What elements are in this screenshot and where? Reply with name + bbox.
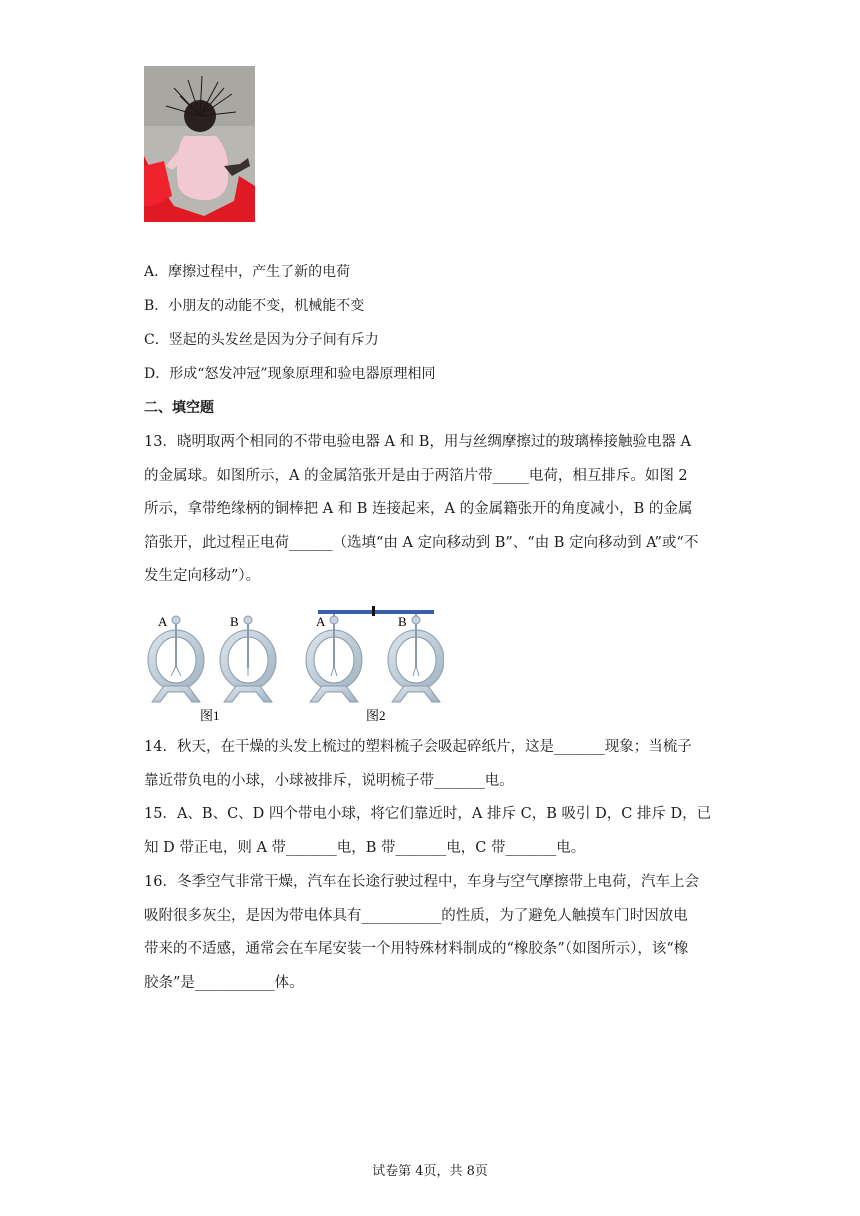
electroscope-figure xyxy=(144,606,444,724)
q16-line-3: 带来的不适感，通常会在车尾安装一个用特殊材料制成的“橡胶条”（如图所示），该“橡 xyxy=(144,941,689,957)
q13-line-4: 箔张开，此过程正电荷______（选填“由 A 定向移动到 B”、“由 B 定向移动到 A”或“不 xyxy=(144,535,699,551)
q13-line-5: 发生定向移动”）。 xyxy=(144,568,261,584)
q16-line-2: 吸附很多灰尘，是因为带电体具有___________的性质，为了避免人触摸车门时因放电 xyxy=(144,908,688,924)
label-a1: A xyxy=(158,614,168,629)
q13-line-3: 所示，拿带绝缘柄的铜棒把 A 和 B 连接起来，A 的金属籍张开的角度减小，B 的金属 xyxy=(144,501,693,517)
label-a2: A xyxy=(316,614,326,629)
option-b: B．小朋友的动能不变，机械能不变 xyxy=(144,298,365,314)
q16-line-1: 16．冬季空气非常干燥，汽车在长途行驶过程中，车身与空气摩擦带上电荷，汽车上会 xyxy=(144,874,699,890)
caption-fig1: 图1 xyxy=(200,708,220,723)
copper-rod xyxy=(318,610,434,614)
label-b1: B xyxy=(230,614,239,629)
q14-line-2: 靠近带负电的小球，小球被排斥，说明梳子带_______电。 xyxy=(144,773,514,789)
child-hair-photo xyxy=(144,66,255,222)
electroscope-a2 xyxy=(306,614,362,702)
rod-handle xyxy=(372,606,375,616)
q15-line-1: 15．A、B、C、D 四个带电小球，将它们靠近时，A 排斥 C，B 吸引 D，C 排斥 D，已 xyxy=(144,806,712,822)
q14-line-1: 14．秋天，在干燥的头发上梳过的塑料梳子会吸起碎纸片，这是_______现象；当梳子 xyxy=(144,739,692,755)
electroscope-a1 xyxy=(148,616,204,702)
q16-line-4: 胶条”是___________体。 xyxy=(144,975,304,991)
section-heading: 二、填空题 xyxy=(144,400,214,416)
page-footer: 试卷第 4页，共 8页 xyxy=(372,1164,488,1179)
electroscope-b2 xyxy=(388,614,444,702)
q13-line-1: 13．晓明取两个相同的不带电验电器 A 和 B，用与丝绸摩擦过的玻璃棒接触验电器 A xyxy=(144,434,691,450)
option-a: A．摩擦过程中，产生了新的电荷 xyxy=(144,264,351,280)
option-d: D．形成“怒发冲冠”现象原理和验电器原理相同 xyxy=(144,366,436,382)
caption-fig2: 图2 xyxy=(366,708,386,723)
option-c: C．竖起的头发丝是因为分子间有斥力 xyxy=(144,332,379,348)
q15-line-2: 知 D 带正电，则 A 带_______电，B 带_______电，C 带_______电。 xyxy=(144,840,586,856)
q13-line-2: 的金属球。如图所示，A 的金属箔张开是由于两箔片带_____电荷，相互排斥。如图 2 xyxy=(144,468,688,484)
label-b2: B xyxy=(398,614,407,629)
electroscope-b1 xyxy=(220,616,276,702)
